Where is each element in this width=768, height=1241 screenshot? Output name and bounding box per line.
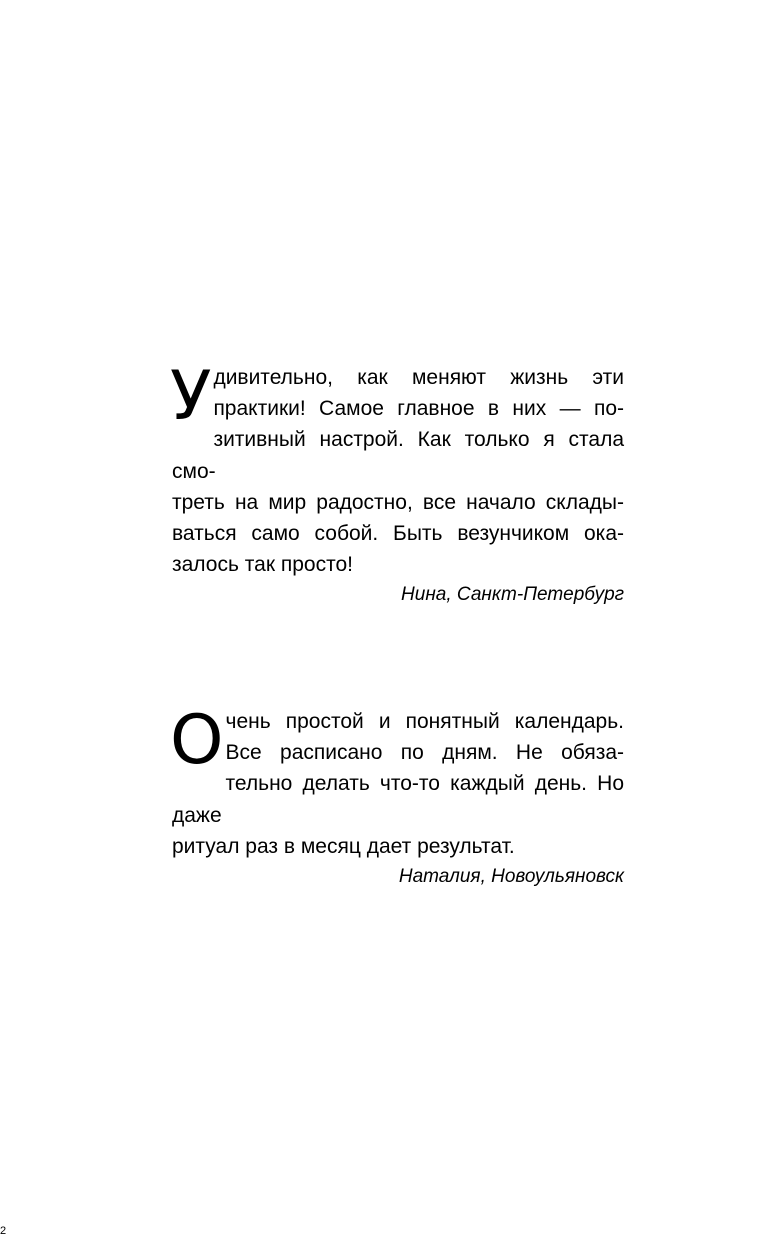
testimonial-1 (170, 357, 624, 610)
text-line: чень простой и понятный календарь. (225, 710, 624, 733)
text-line: треть на мир радостно, все начало склады- (172, 490, 624, 514)
text-line: тельно делать что-то каждый день. Но даже (172, 772, 624, 827)
page-number: 2 (0, 1225, 7, 1237)
text-line: ритуал раз в месяц дает результат. (172, 834, 515, 858)
testimonial-text (170, 357, 624, 580)
text-line: Все расписано по дням. Не обяза- (225, 741, 624, 765)
testimonial-text (170, 701, 624, 862)
text-line: залось так просто! (172, 553, 353, 577)
testimonial-2 (170, 701, 624, 892)
dropcap-letter: О (170, 701, 224, 780)
text-line: практики! Самое главное в них — по- (213, 397, 624, 421)
testimonial-author: Наталия, Новоульяновск (398, 866, 624, 888)
text-line: зитивный настрой. Как только я стала смо- (172, 428, 624, 483)
text-line: ваться само собой. Быть везунчиком ока- (172, 522, 624, 546)
text-line: дивительно, как меняют жизнь эти (213, 366, 624, 389)
testimonial-author: Нина, Санкт-Петербург (401, 584, 624, 606)
dropcap-letter: У (170, 357, 212, 436)
